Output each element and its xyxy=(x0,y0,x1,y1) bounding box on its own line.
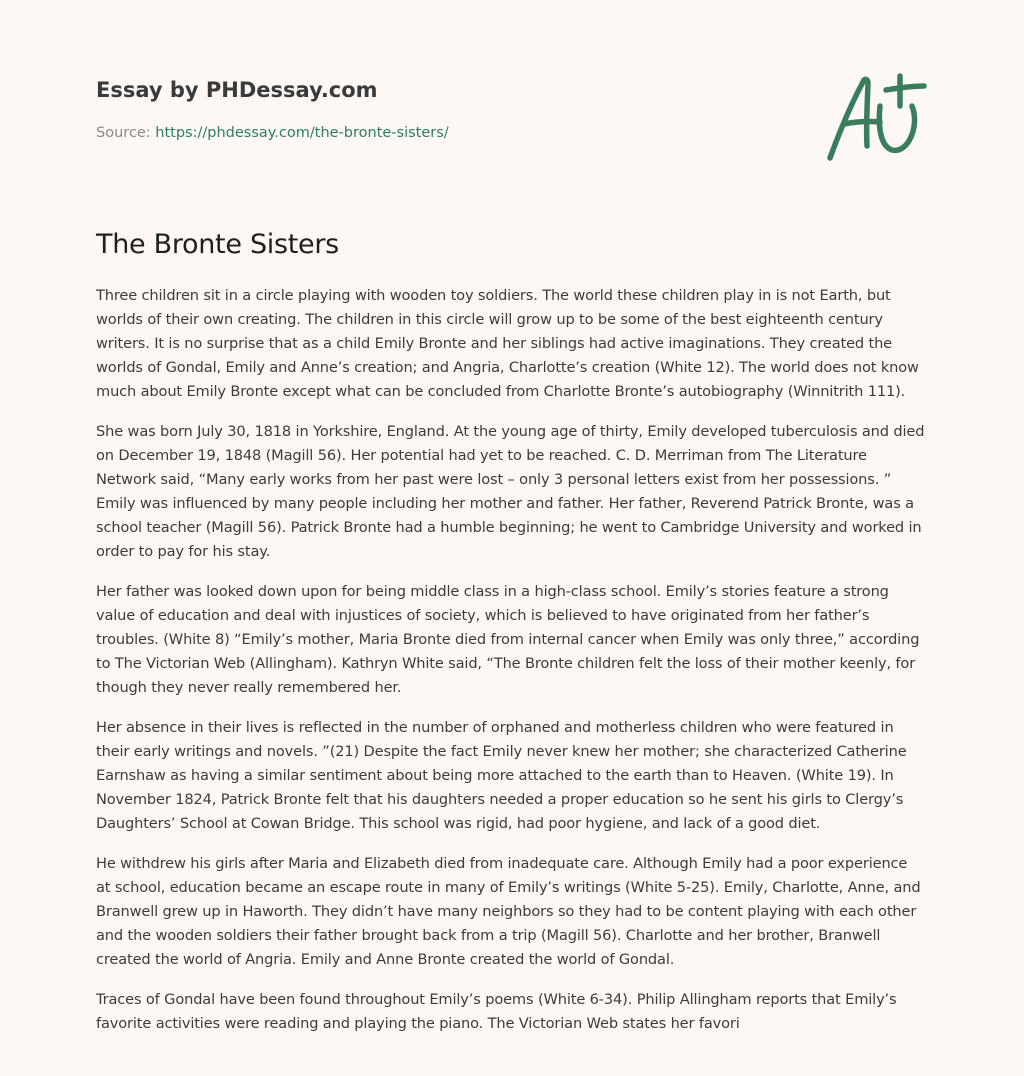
essay-paragraph: Traces of Gondal have been found throughout Emily’s poems (White 6-34). Philip Allingham reports that Emily’s favorite activities were reading and playing the piano. The Victorian Web states her favori xyxy=(96,991,897,1032)
source-link[interactable]: https://phdessay.com/the-bronte-sisters/ xyxy=(155,125,449,141)
source-line xyxy=(96,123,796,143)
source-label: Source: xyxy=(96,125,151,141)
a-plus-logo-icon xyxy=(820,66,930,166)
essay-title: The Bronte Sisters xyxy=(96,229,339,260)
essay-paragraph: Her father was looked down upon for being middle class in a high-class school. Emily’s stories feature a strong value of education and deal with injustices of society, which is believed to have originated from her father’s troubles. (White 8) “Emily’s mother, Maria Bronte died from internal cancer when Emily was only three,” according to The Victorian Web (Allingham). Kathryn White said, “The Bronte children felt the loss of their mother keenly, for though they never really remembered her. xyxy=(96,583,920,696)
essay-paragraph: Her absence in their lives is reflected in the number of orphaned and motherless children who were featured in their early writings and novels. ”(21) Despite the fact Emily never knew her mother; she characterized Catherine Earnshaw as having a similar sentiment about being more attached to the earth than to Heaven. (White 19). In November 1824, Patrick Bronte felt that his daughters needed a proper education so he sent his girls to Clergy’s Daughters’ School at Cowan Bridge. This school was rigid, had poor hygiene, and lack of a good diet. xyxy=(96,719,907,832)
essay-paragraph: She was born July 30, 1818 in Yorkshire, England. At the young age of thirty, Emily developed tuberculosis and died on December 19, 1848 (Magill 56). Her potential had yet to be reached. C. D. Merriman from The Literature Network said, “Many early works from her past were lost – only 3 personal letters exist from her possessions. ” Emily was influenced by many people including her mother and father. Her father, Reverend Patrick Bronte, was a school teacher (Magill 56). Patrick Bronte had a humble beginning; he went to Cambridge University and worked in order to pay for his stay. xyxy=(96,423,925,560)
essay-paragraph: He withdrew his girls after Maria and Elizabeth died from inadequate care. Although Emily had a poor experience at school, education became an escape route in many of Emily’s writings (White 5-25). Emily, Charlotte, Anne, and Branwell grew up in Haworth. They didn’t have many neighbors so they had to be content playing with each other and the wooden soldiers their father brought back from a trip (Magill 56). Charlotte and her brother, Branwell created the world of Angria. Emily and Anne Bronte created the world of Gondal. xyxy=(96,855,921,968)
page-header xyxy=(96,76,796,143)
site-brand: Essay by PHDessay.com xyxy=(96,78,378,102)
essay-body xyxy=(96,284,926,1052)
essay-paragraph: Three children sit in a circle playing with wooden toy soldiers. The world these children play in is not Earth, but worlds of their own creating. The children in this circle will grow up to be some of the best eighteenth century writers. It is no surprise that as a child Emily Bronte and her siblings had active imaginations. They created the worlds of Gondal, Emily and Anne’s creation; and Angria, Charlotte’s creation (White 12). The world does not know much about Emily Bronte except what can be concluded from Charlotte Bronte’s autobiography (Winnitrith 111). xyxy=(96,287,919,400)
